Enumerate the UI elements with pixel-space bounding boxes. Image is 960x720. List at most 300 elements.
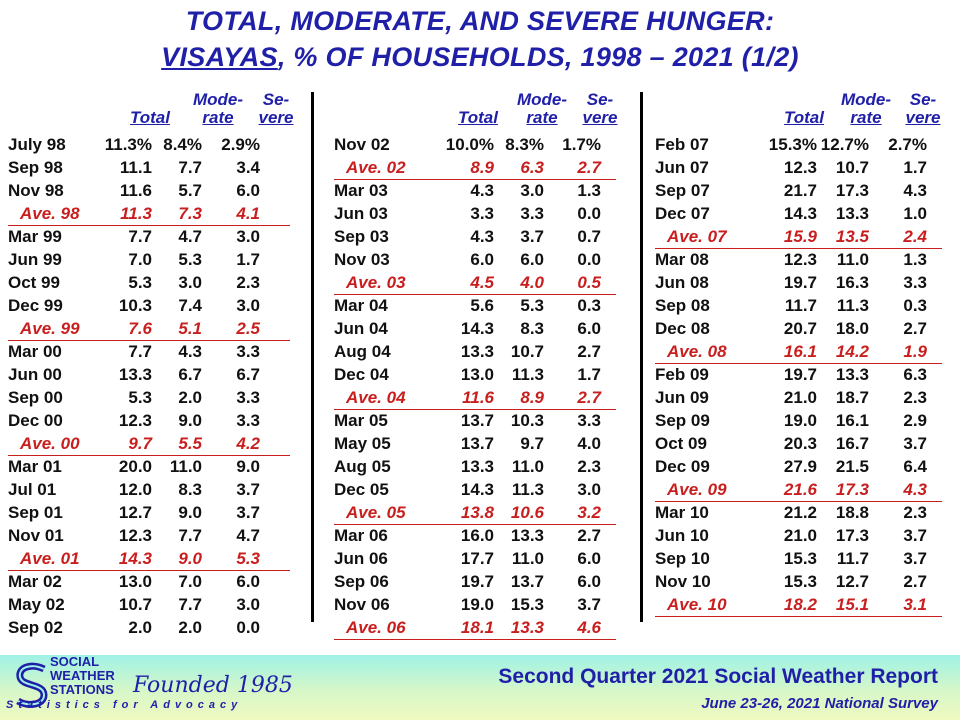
moderate-value: 3.0 <box>520 181 544 200</box>
total-value: 12.3 <box>783 250 817 269</box>
column-divider-1 <box>311 92 314 622</box>
severe-value: 2.4 <box>903 227 927 246</box>
row-label: Ave. 00 <box>20 434 80 453</box>
header-se-top: Se- <box>262 90 290 109</box>
row-label: May 02 <box>8 595 65 614</box>
average-row <box>334 386 616 410</box>
moderate-value: 7.0 <box>178 572 202 591</box>
total-value: 9.7 <box>128 434 152 453</box>
row-label: Nov 03 <box>334 250 390 269</box>
table-row <box>334 547 616 570</box>
moderate-value: 12.7% <box>820 135 869 154</box>
moderate-value: 7.7 <box>178 158 202 177</box>
severe-value: 0.7 <box>577 227 601 246</box>
moderate-value: 11.3 <box>511 480 544 499</box>
row-label: Ave. 06 <box>346 618 406 637</box>
table-row <box>334 593 616 616</box>
moderate-value: 7.3 <box>178 204 202 223</box>
moderate-value: 4.7 <box>178 227 202 246</box>
total-value: 13.0 <box>460 365 494 384</box>
table-row <box>8 340 290 363</box>
severe-value: 3.3 <box>236 342 260 361</box>
severe-value: 2.9% <box>221 135 260 154</box>
founded-text: Founded 1985 <box>133 673 293 698</box>
severe-value: 3.7 <box>577 595 601 614</box>
table-row <box>8 455 290 478</box>
severe-value: 6.0 <box>577 572 601 591</box>
moderate-value: 12.7 <box>835 572 869 591</box>
table-row <box>655 570 942 593</box>
row-label: Feb 07 <box>655 135 709 154</box>
table-row <box>655 294 942 317</box>
total-value: 20.7 <box>783 319 817 338</box>
table-row <box>8 363 290 386</box>
table-row <box>655 317 942 340</box>
header-total: Total <box>458 108 498 127</box>
moderate-value: 15.1 <box>835 595 869 614</box>
total-value: 7.0 <box>128 250 152 269</box>
severe-value: 1.9 <box>903 342 927 361</box>
severe-value: 3.3 <box>903 273 927 292</box>
table-row <box>8 478 290 501</box>
severe-value: 2.3 <box>236 273 260 292</box>
total-value: 8.9 <box>470 158 494 177</box>
moderate-value: 11.3 <box>511 365 544 384</box>
total-value: 12.0 <box>118 480 152 499</box>
row-label: Mar 99 <box>8 227 62 246</box>
moderate-value: 6.0 <box>520 250 544 269</box>
moderate-value: 4.0 <box>520 273 544 292</box>
row-label: Jun 08 <box>655 273 709 292</box>
row-label: Dec 99 <box>8 296 63 315</box>
total-value: 27.9 <box>783 457 817 476</box>
moderate-value: 11.3 <box>836 296 869 315</box>
total-value: 13.3 <box>460 457 494 476</box>
total-value: 10.0% <box>445 135 494 154</box>
severe-value: 6.4 <box>903 457 927 476</box>
row-label: Mar 00 <box>8 342 62 361</box>
moderate-value: 5.3 <box>178 250 202 269</box>
total-value: 4.3 <box>470 181 494 200</box>
moderate-value: 7.4 <box>178 296 202 315</box>
total-value: 12.7 <box>118 503 152 522</box>
moderate-value: 14.2 <box>835 342 869 361</box>
row-label: Mar 02 <box>8 572 62 591</box>
severe-value: 2.7 <box>903 319 927 338</box>
total-value: 15.3 <box>783 572 817 591</box>
header-rate: rate <box>850 108 882 127</box>
header-vere: vere <box>905 108 941 127</box>
total-value: 21.6 <box>783 480 817 499</box>
total-value: 5.3 <box>128 388 152 407</box>
column-divider-2 <box>640 92 643 622</box>
header-mode-top: Mode- <box>840 90 892 109</box>
table-row <box>655 179 942 202</box>
average-row <box>334 271 616 295</box>
moderate-value: 3.0 <box>178 273 202 292</box>
moderate-value: 11.0 <box>511 549 544 568</box>
row-label: Dec 09 <box>655 457 710 476</box>
severe-value: 0.3 <box>577 296 601 315</box>
table-row <box>334 455 616 478</box>
table-row <box>655 156 942 179</box>
row-label: Dec 00 <box>8 411 63 430</box>
total-value: 5.3 <box>128 273 152 292</box>
table-row <box>334 294 616 317</box>
row-label: Ave. 10 <box>667 595 727 614</box>
severe-value: 3.7 <box>903 526 927 545</box>
severe-value: 0.0 <box>577 204 601 223</box>
average-row <box>8 432 290 456</box>
logo-line-3: STATIONS <box>50 682 114 697</box>
total-value: 11.1 <box>119 158 152 177</box>
table-row <box>655 409 942 432</box>
row-label: Jun 00 <box>8 365 62 384</box>
table-row <box>334 432 616 455</box>
severe-value: 3.3 <box>577 411 601 430</box>
row-label: Jun 07 <box>655 158 709 177</box>
table-row <box>8 386 290 409</box>
total-value: 13.7 <box>460 434 494 453</box>
row-label: Ave. 05 <box>346 503 406 522</box>
moderate-value: 8.9 <box>520 388 544 407</box>
total-value: 15.3 <box>783 549 817 568</box>
row-label: Aug 05 <box>334 457 391 476</box>
severe-value: 2.7 <box>577 342 601 361</box>
total-value: 21.0 <box>783 388 817 407</box>
table-row <box>8 225 290 248</box>
row-label: Mar 05 <box>334 411 388 430</box>
row-label: Sep 01 <box>8 503 63 522</box>
moderate-value: 2.0 <box>178 388 202 407</box>
moderate-value: 7.7 <box>178 595 202 614</box>
row-label: Ave. 03 <box>346 273 406 292</box>
row-label: Sep 10 <box>655 549 710 568</box>
average-row <box>655 225 942 249</box>
report-title: Second Quarter 2021 Social Weather Report <box>498 665 938 688</box>
moderate-value: 5.3 <box>520 296 544 315</box>
row-label: Mar 01 <box>8 457 62 476</box>
severe-value: 1.0 <box>903 204 927 223</box>
moderate-value: 6.3 <box>520 158 544 177</box>
severe-value: 2.7 <box>577 388 601 407</box>
table-row <box>334 340 616 363</box>
moderate-value: 10.7 <box>510 342 544 361</box>
total-value: 19.0 <box>783 411 817 430</box>
row-label: Sep 02 <box>8 618 63 637</box>
total-value: 21.2 <box>783 503 817 522</box>
table-row <box>334 202 616 225</box>
row-label: Dec 07 <box>655 204 710 223</box>
moderate-value: 8.3% <box>505 135 544 154</box>
average-row <box>655 593 942 617</box>
moderate-value: 18.0 <box>835 319 869 338</box>
severe-value: 2.9 <box>903 411 927 430</box>
table-row <box>334 179 616 202</box>
row-label: Jun 99 <box>8 250 62 269</box>
table-row <box>8 294 290 317</box>
moderate-value: 17.3 <box>835 181 869 200</box>
total-value: 7.6 <box>128 319 152 338</box>
moderate-value: 7.7 <box>178 526 202 545</box>
row-label: Aug 04 <box>334 342 391 361</box>
total-value: 12.3 <box>783 158 817 177</box>
row-label: Sep 03 <box>334 227 389 246</box>
tagline: Statistics for Advocacy <box>6 699 243 711</box>
row-label: Feb 09 <box>655 365 709 384</box>
row-label: Mar 06 <box>334 526 388 545</box>
severe-value: 6.0 <box>236 181 260 200</box>
header-vere: vere <box>258 108 294 127</box>
total-value: 13.8 <box>460 503 494 522</box>
moderate-value: 18.7 <box>835 388 869 407</box>
header-se-top: Se- <box>586 90 614 109</box>
header-total: Total <box>130 108 170 127</box>
row-label: Sep 98 <box>8 158 63 177</box>
row-label: Mar 10 <box>655 503 709 522</box>
total-value: 13.3 <box>460 342 494 361</box>
severe-value: 4.1 <box>236 204 260 223</box>
total-value: 17.7 <box>460 549 494 568</box>
total-value: 5.6 <box>470 296 494 315</box>
severe-value: 3.7 <box>236 503 260 522</box>
table-row <box>8 570 290 593</box>
moderate-value: 9.0 <box>178 503 202 522</box>
average-row <box>655 478 942 502</box>
average-row <box>334 501 616 525</box>
row-label: Sep 00 <box>8 388 63 407</box>
total-value: 19.0 <box>460 595 494 614</box>
row-label: Mar 04 <box>334 296 388 315</box>
severe-value: 2.7% <box>888 135 927 154</box>
row-label: Nov 10 <box>655 572 711 591</box>
logo-line-1: SOCIAL <box>50 654 100 669</box>
table-row <box>655 133 942 156</box>
moderate-value: 9.0 <box>178 411 202 430</box>
severe-value: 2.7 <box>903 572 927 591</box>
row-label: Jun 09 <box>655 388 709 407</box>
severe-value: 3.1 <box>903 595 927 614</box>
row-label: Nov 02 <box>334 135 390 154</box>
average-row <box>8 202 290 226</box>
table-row <box>8 179 290 202</box>
severe-value: 0.5 <box>577 273 601 292</box>
total-value: 14.3 <box>118 549 152 568</box>
moderate-value: 10.6 <box>510 503 544 522</box>
severe-value: 2.3 <box>903 388 927 407</box>
moderate-value: 5.5 <box>178 434 202 453</box>
severe-value: 6.0 <box>577 549 601 568</box>
severe-value: 4.3 <box>903 480 927 499</box>
table-row <box>8 524 290 547</box>
table-row <box>334 225 616 248</box>
row-label: Nov 01 <box>8 526 64 545</box>
table-row <box>655 455 942 478</box>
total-value: 18.2 <box>783 595 817 614</box>
severe-value: 6.3 <box>903 365 927 384</box>
severe-value: 4.6 <box>577 618 601 637</box>
moderate-value: 13.3 <box>835 204 869 223</box>
row-label: Ave. 02 <box>346 158 406 177</box>
table-row <box>655 432 942 455</box>
total-value: 14.3 <box>460 480 494 499</box>
moderate-value: 16.3 <box>835 273 869 292</box>
severe-value: 0.0 <box>577 250 601 269</box>
total-value: 14.3 <box>460 319 494 338</box>
moderate-value: 10.3 <box>510 411 544 430</box>
moderate-value: 17.3 <box>835 526 869 545</box>
severe-value: 1.7 <box>577 365 601 384</box>
row-label: Ave. 09 <box>667 480 727 499</box>
table-row <box>8 133 290 156</box>
footer-bar <box>0 655 960 720</box>
table-row <box>8 271 290 294</box>
row-label: July 98 <box>8 135 66 154</box>
moderate-value: 4.3 <box>178 342 202 361</box>
severe-value: 6.0 <box>236 572 260 591</box>
table-row <box>655 202 942 225</box>
moderate-value: 3.3 <box>520 204 544 223</box>
slide-title-line1: TOTAL, MODERATE, AND SEVERE HUNGER: <box>185 6 775 36</box>
severe-value: 4.7 <box>236 526 260 545</box>
row-label: Mar 03 <box>334 181 388 200</box>
moderate-value: 9.0 <box>178 549 202 568</box>
logo-text <box>50 655 115 697</box>
header-se-top: Se- <box>909 90 937 109</box>
moderate-value: 16.1 <box>835 411 869 430</box>
table-row <box>334 248 616 271</box>
moderate-value: 11.0 <box>836 250 869 269</box>
row-label: Sep 09 <box>655 411 710 430</box>
severe-value: 3.0 <box>236 227 260 246</box>
row-label: Oct 99 <box>8 273 60 292</box>
header-rate: rate <box>202 108 234 127</box>
moderate-value: 13.3 <box>510 526 544 545</box>
severe-value: 4.0 <box>577 434 601 453</box>
header-total: Total <box>784 108 824 127</box>
row-label: Jun 04 <box>334 319 388 338</box>
table-row <box>334 524 616 547</box>
table-row <box>8 409 290 432</box>
total-value: 11.6 <box>462 388 494 407</box>
total-value: 12.3 <box>118 411 152 430</box>
table-row <box>8 156 290 179</box>
average-row <box>334 156 616 180</box>
table-row <box>655 363 942 386</box>
row-label: Dec 08 <box>655 319 710 338</box>
total-value: 12.3 <box>118 526 152 545</box>
moderate-value: 5.7 <box>178 181 202 200</box>
moderate-value: 8.3 <box>178 480 202 499</box>
moderate-value: 3.7 <box>520 227 544 246</box>
row-label: Jun 03 <box>334 204 388 223</box>
severe-value: 3.7 <box>903 434 927 453</box>
header-mode-top: Mode- <box>192 90 244 109</box>
slide-title-line2 <box>0 42 960 73</box>
total-value: 19.7 <box>783 365 817 384</box>
table-row <box>655 501 942 524</box>
table-row <box>334 133 616 156</box>
severe-value: 3.7 <box>903 549 927 568</box>
total-value: 19.7 <box>783 273 817 292</box>
average-row <box>334 616 616 640</box>
severe-value: 3.4 <box>236 158 260 177</box>
total-value: 13.7 <box>460 411 494 430</box>
table-row <box>8 616 290 639</box>
severe-value: 0.3 <box>903 296 927 315</box>
moderate-value: 13.7 <box>510 572 544 591</box>
severe-value: 5.3 <box>236 549 260 568</box>
severe-value: 3.0 <box>577 480 601 499</box>
total-value: 19.7 <box>460 572 494 591</box>
severe-value: 2.3 <box>903 503 927 522</box>
severe-value: 3.7 <box>236 480 260 499</box>
severe-value: 2.7 <box>577 526 601 545</box>
table-row <box>334 363 616 386</box>
row-label: Dec 04 <box>334 365 389 384</box>
total-value: 10.7 <box>118 595 152 614</box>
row-label: May 05 <box>334 434 391 453</box>
row-label: Ave. 04 <box>346 388 406 407</box>
severe-value: 2.7 <box>577 158 601 177</box>
region-name: VISAYAS <box>161 42 278 72</box>
moderate-value: 11.7 <box>836 549 869 568</box>
total-value: 14.3 <box>783 204 817 223</box>
severe-value: 2.5 <box>236 319 260 338</box>
row-label: Ave. 08 <box>667 342 727 361</box>
severe-value: 3.3 <box>236 411 260 430</box>
total-value: 11.3 <box>120 204 152 223</box>
total-value: 13.3 <box>118 365 152 384</box>
moderate-value: 5.1 <box>178 319 202 338</box>
table-row <box>334 317 616 340</box>
table-row <box>8 593 290 616</box>
table-row <box>8 248 290 271</box>
total-value: 4.3 <box>470 227 494 246</box>
total-value: 16.0 <box>460 526 494 545</box>
table-row <box>655 524 942 547</box>
moderate-value: 2.0 <box>178 618 202 637</box>
table-row <box>334 478 616 501</box>
row-label: Jul 01 <box>8 480 57 499</box>
moderate-value: 8.3 <box>520 319 544 338</box>
moderate-value: 15.3 <box>510 595 544 614</box>
row-label: Sep 06 <box>334 572 389 591</box>
total-value: 15.3% <box>768 135 817 154</box>
moderate-value: 13.3 <box>835 365 869 384</box>
moderate-value: 8.4% <box>163 135 202 154</box>
title-rest: , % OF HOUSEHOLDS, 1998 – 2021 (1/2) <box>277 42 799 72</box>
severe-value: 3.0 <box>236 296 260 315</box>
moderate-value: 9.7 <box>520 434 544 453</box>
severe-value: 3.0 <box>236 595 260 614</box>
severe-value: 1.7 <box>903 158 927 177</box>
survey-date: June 23-26, 2021 National Survey <box>701 695 938 712</box>
average-row <box>655 340 942 364</box>
table-row <box>655 248 942 271</box>
row-label: Sep 08 <box>655 296 710 315</box>
severe-value: 4.2 <box>236 434 260 453</box>
severe-value: 9.0 <box>236 457 260 476</box>
row-label: Ave. 99 <box>20 319 80 338</box>
row-label: Ave. 01 <box>20 549 80 568</box>
row-label: Nov 98 <box>8 181 64 200</box>
header-rate: rate <box>526 108 558 127</box>
total-value: 11.7 <box>784 296 817 315</box>
moderate-value: 11.0 <box>169 457 202 476</box>
total-value: 7.7 <box>128 342 152 361</box>
table-row <box>655 271 942 294</box>
